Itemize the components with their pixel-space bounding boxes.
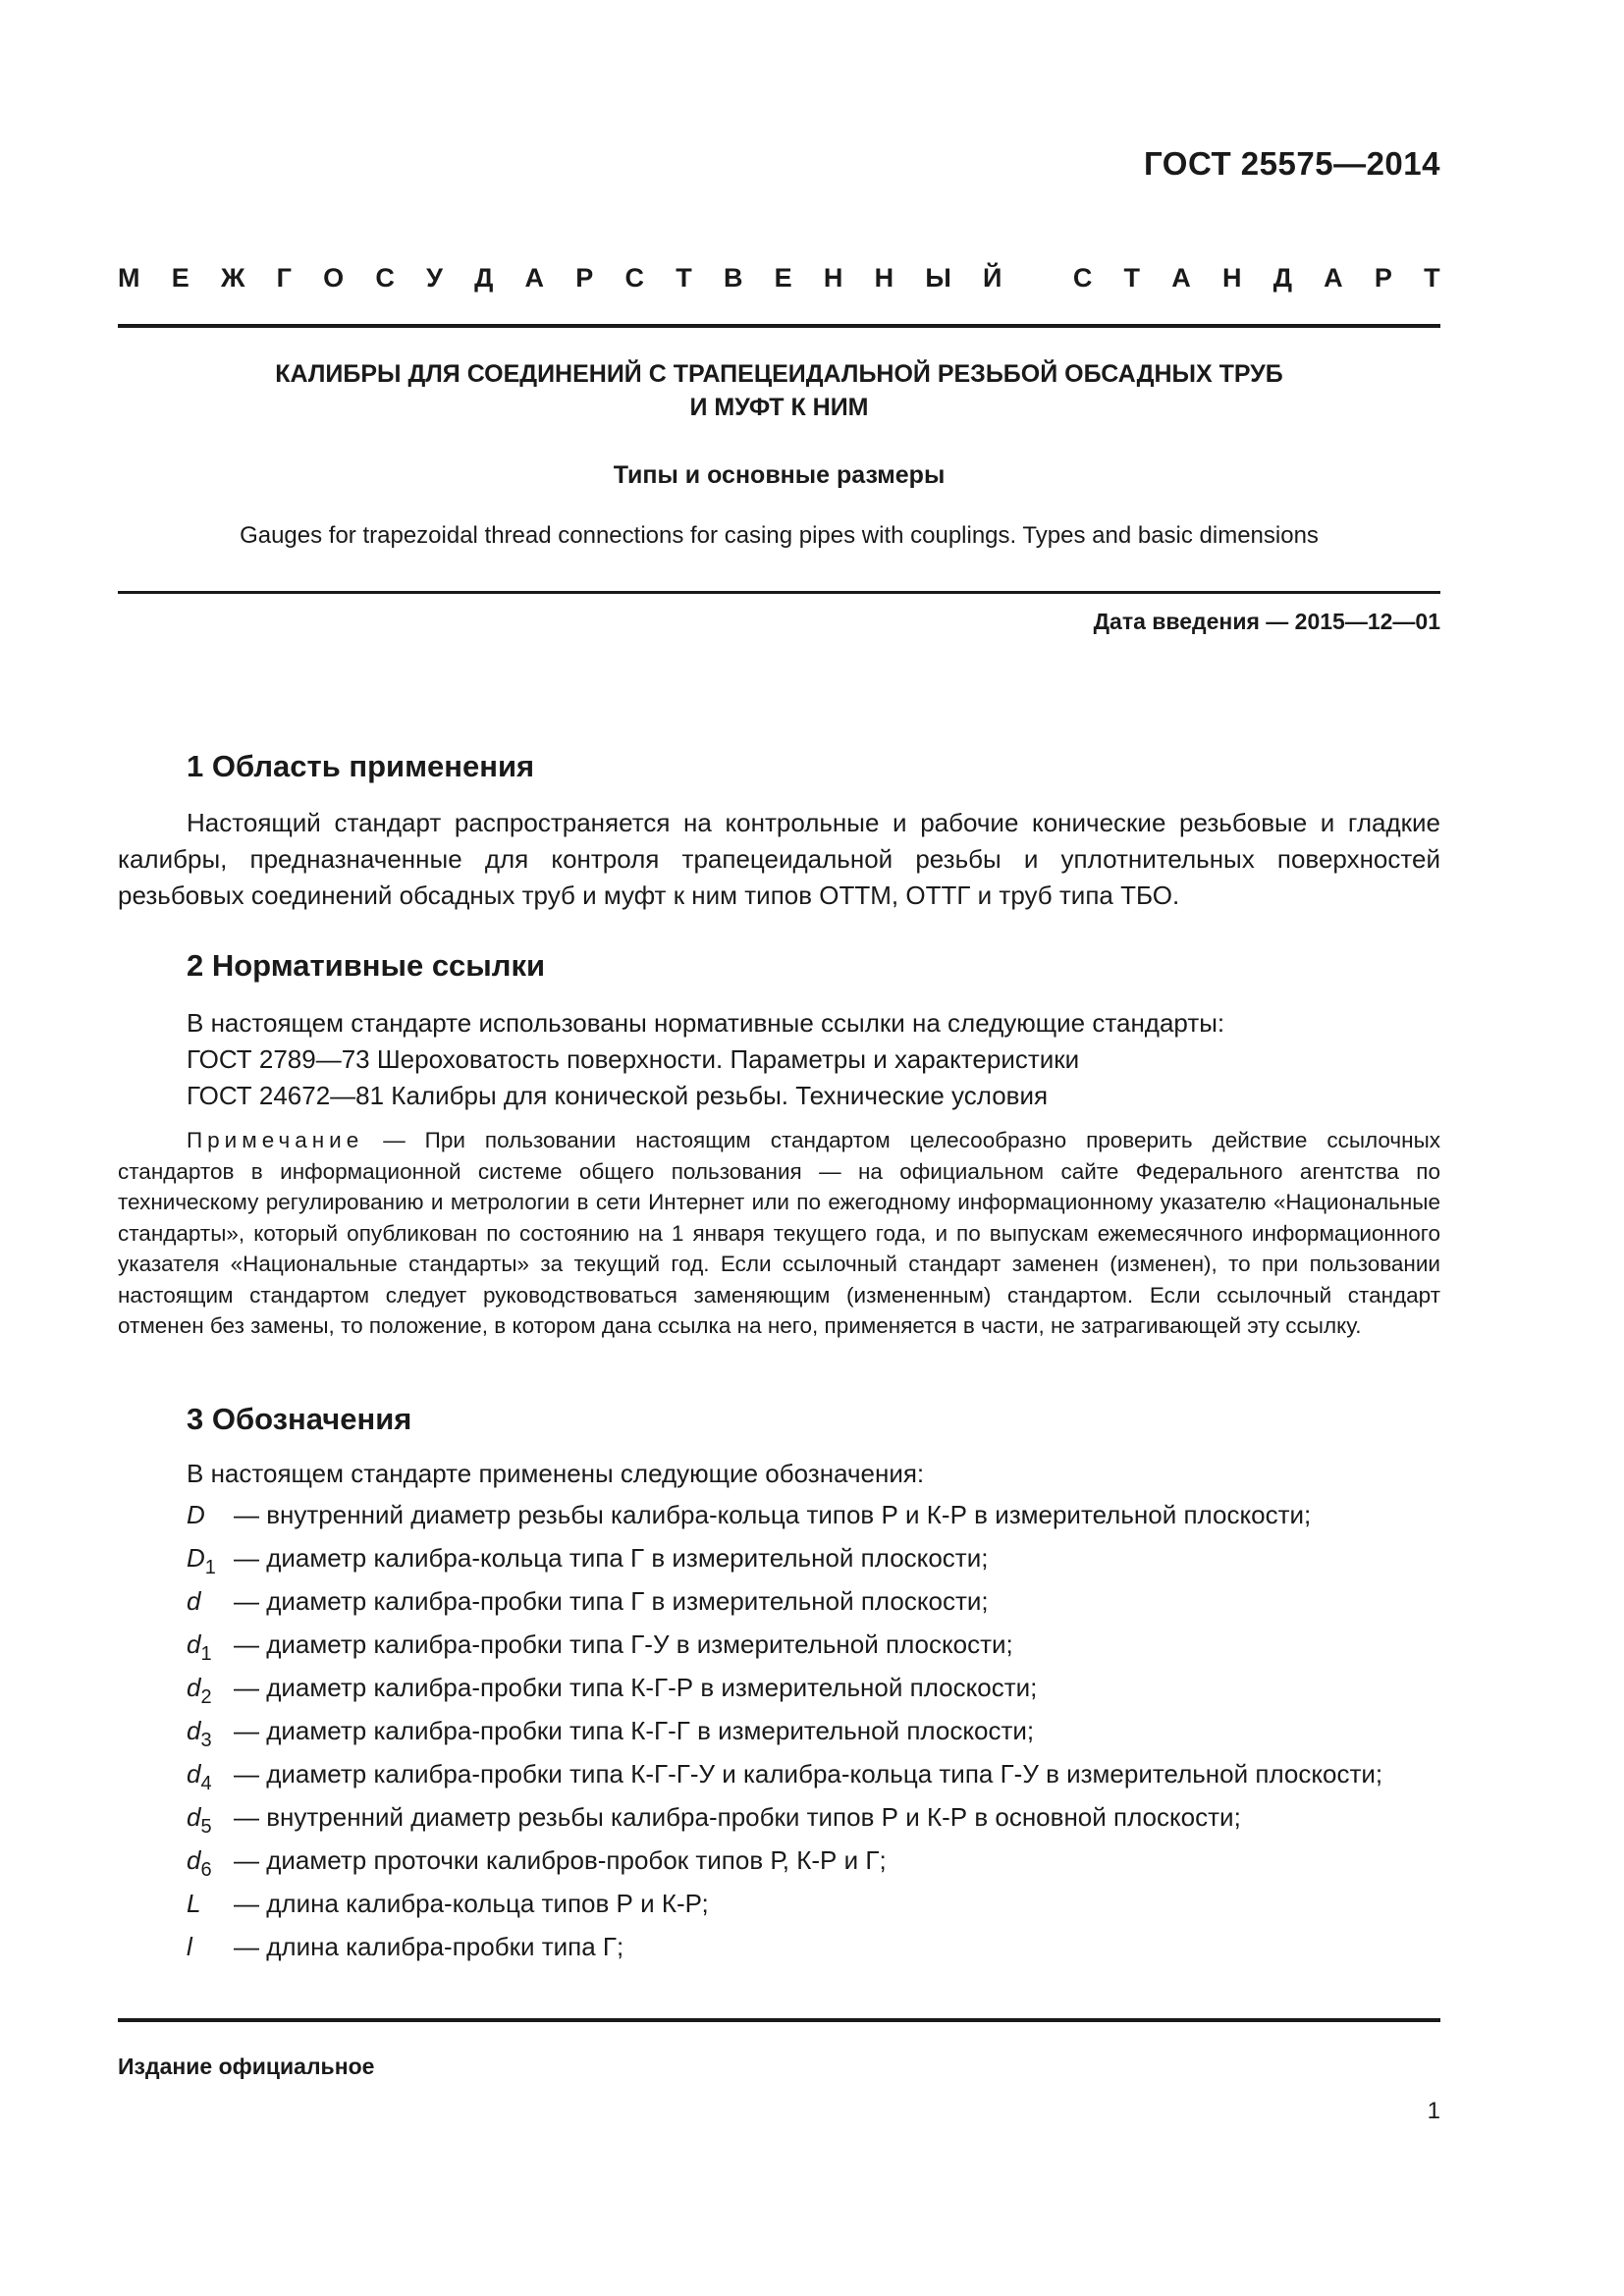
symbol-letter: D [187, 1543, 205, 1573]
symbol-row [187, 1500, 1382, 1543]
symbol [187, 1629, 234, 1666]
symbol [187, 1802, 234, 1839]
symbol-definition: — длина калибра-кольца типов Р и К-Р; [234, 1889, 709, 1918]
banner-word-gap [1034, 263, 1042, 294]
symbol-definition: — диаметр калибра-пробки типа К-Г-Г-У и калибра-кольца типа Г-У в измерительной плоскости; [234, 1759, 1383, 1789]
banner-letter: С [375, 263, 395, 293]
banner-letter: В [723, 263, 743, 293]
symbol-letter: d [187, 1629, 201, 1659]
banner-letter: С [1072, 263, 1093, 293]
symbol-definition: — внутренний диаметр резьбы калибра-пробки типов Р и К-Р в основной плоскости; [234, 1802, 1241, 1832]
symbol-row [187, 1845, 1382, 1889]
symbol-row [187, 1716, 1382, 1759]
banner-letter: У [426, 263, 443, 293]
symbol [187, 1586, 234, 1617]
symbol-letter: d [187, 1802, 201, 1832]
symbol-row [187, 1759, 1382, 1802]
normative-references [187, 1005, 1224, 1114]
banner-letter: Т [676, 263, 692, 293]
banner-letter: Ж [220, 263, 245, 293]
banner-letter: Е [774, 263, 792, 293]
reference-gost-2789: ГОСТ 2789—73 Шероховатость поверхности. Параметры и характеристики [187, 1044, 1080, 1074]
title-rule [118, 591, 1440, 594]
document-subtitle: Типы и основные размеры [613, 461, 946, 489]
symbol-subscript: 3 [200, 1730, 212, 1751]
document-title [118, 357, 1440, 424]
symbol-row [187, 1629, 1382, 1673]
symbol-subscript: 1 [200, 1643, 212, 1665]
banner-letter: Н [823, 263, 843, 293]
symbol-letter: d [187, 1716, 201, 1745]
symbol-definition: — диаметр калибра-пробки типа Г в измерительной плоскости; [234, 1586, 989, 1616]
references-intro: В настоящем стандарте использованы нормативные ссылки на следующие стандарты: [187, 1008, 1225, 1038]
symbol-letter: d [187, 1759, 201, 1789]
symbol-row [187, 1673, 1382, 1716]
symbol [187, 1932, 234, 1962]
banner-letter: Н [874, 263, 894, 293]
symbol-definition: — диаметр калибра-кольца типа Г в измерительной плоскости; [234, 1543, 989, 1573]
symbol-subscript: 2 [200, 1686, 212, 1708]
symbol-definition: — диаметр проточки калибров-пробок типов Р, К-Р и Г; [234, 1845, 887, 1875]
section-1-text [118, 805, 1440, 914]
symbol-letter: D [187, 1500, 205, 1529]
references-note [118, 1125, 1440, 1342]
interstate-standard-banner [118, 263, 1440, 294]
symbols-list [187, 1500, 1382, 1975]
symbol-definition: — диаметр калибра-пробки типа К-Г-Р в измерительной плоскости; [234, 1673, 1038, 1702]
note-label: Примечание [187, 1128, 364, 1152]
banner-letter: С [624, 263, 644, 293]
official-edition-label: Издание официальное [118, 2054, 375, 2079]
section-2-heading: 2 Нормативные ссылки [187, 948, 546, 983]
banner-letter: Г [276, 263, 292, 293]
standard-number: ГОСТ 25575—2014 [1144, 145, 1440, 182]
banner-letter: Й [982, 263, 1002, 293]
symbol-letter: d [187, 1845, 201, 1875]
symbol [187, 1543, 234, 1579]
symbol-row [187, 1543, 1382, 1586]
banner-letter: А [1171, 263, 1191, 293]
symbol-row [187, 1586, 1382, 1629]
symbol-letter: L [187, 1889, 201, 1918]
symbol-subscript: 4 [200, 1773, 212, 1794]
section-1-paragraph: Настоящий стандарт распространяется на контрольные и рабочие конические резьбовые и гладкие калибры, предназначенные для контроля трапецеидальной резьбы и уплотнительных поверхностей резьбовых соединений обсадных труб и муфт к ним типов ОТТМ, ОТТГ и труб типа ТБО. [118, 808, 1440, 910]
section-1-heading: 1 Область применения [187, 749, 535, 783]
banner-letter: Р [575, 263, 594, 293]
banner-letter: Е [171, 263, 189, 293]
symbols-intro: В настоящем стандарте применены следующие обозначения: [187, 1459, 925, 1488]
banner-letter: Т [1424, 263, 1440, 293]
footer-rule [118, 2018, 1440, 2022]
title-line-2: И МУФТ К НИМ [689, 394, 869, 421]
note-text: — При пользовании настоящим стандартом целесообразно проверить действие ссылочных стандартов в информационной системе общего пользования — на официальном сайте Федерального агентства по техническому регулированию и метрологии в сети Интернет или по ежегодному информационному указателю «Национальные стандарты», который опубликован по состоянию на 1 января текущего года, и по выпускам ежемесячного информационного указателя «Национальные стандарты» за текущий год. Если ссылочный стандарт заменен (изменен), то при пользовании настоящим стандартом следует руководствоваться заменяющим (измененным) стандартом. Если ссылочный стандарт отменен без замены, то положение, в котором дана ссылка на него, применяется в части, не затрагивающей эту ссылку. [118, 1128, 1440, 1338]
title-line-1: КАЛИБРЫ ДЛЯ СОЕДИНЕНИЙ С ТРАПЕЦЕИДАЛЬНОЙ РЕЗЬБОЙ ОБСАДНЫХ ТРУБ [275, 360, 1283, 388]
symbol-subscript: 6 [200, 1859, 212, 1881]
symbol [187, 1673, 234, 1709]
symbol-definition: — внутренний диаметр резьбы калибра-кольца типов Р и К-Р в измерительной плоскости; [234, 1500, 1312, 1529]
symbol-letter: l [187, 1932, 192, 1961]
banner-letter: О [323, 263, 345, 293]
symbol-row [187, 1932, 1382, 1975]
banner-letter: Ы [925, 263, 951, 293]
banner-letter: А [524, 263, 545, 293]
symbol [187, 1845, 234, 1882]
symbol-subscript: 5 [200, 1816, 212, 1838]
banner-letter: Д [1272, 263, 1292, 293]
symbol [187, 1889, 234, 1919]
page-number: 1 [1427, 2098, 1440, 2124]
symbol-definition: — диаметр калибра-пробки типа Г-У в измерительной плоскости; [234, 1629, 1013, 1659]
symbol [187, 1759, 234, 1795]
banner-letter: М [118, 263, 140, 293]
symbol [187, 1500, 234, 1530]
reference-gost-24672: ГОСТ 24672—81 Калибры для конической резьбы. Технические условия [187, 1081, 1049, 1110]
symbol-definition: — диаметр калибра-пробки типа К-Г-Г в измерительной плоскости; [234, 1716, 1035, 1745]
symbol-definition: — длина калибра-пробки типа Г; [234, 1932, 624, 1961]
banner-letter: Н [1221, 263, 1242, 293]
symbol-subscript: 1 [204, 1557, 216, 1578]
banner-letter: Т [1123, 263, 1141, 293]
english-title: Gauges for trapezoidal thread connections for casing pipes with couplings. Types and basic dimensions [240, 522, 1319, 549]
banner-letter: Д [474, 263, 494, 293]
banner-letter: А [1324, 263, 1343, 293]
banner-letter: Р [1374, 263, 1392, 293]
header-rule [118, 324, 1440, 328]
introduction-date: Дата введения — 2015—12—01 [1093, 609, 1440, 634]
symbol [187, 1716, 234, 1752]
symbol-letter: d [187, 1673, 201, 1702]
symbol-row [187, 1802, 1382, 1845]
symbol-row [187, 1889, 1382, 1932]
section-3-heading: 3 Обозначения [187, 1402, 412, 1436]
symbol-letter: d [187, 1586, 201, 1616]
